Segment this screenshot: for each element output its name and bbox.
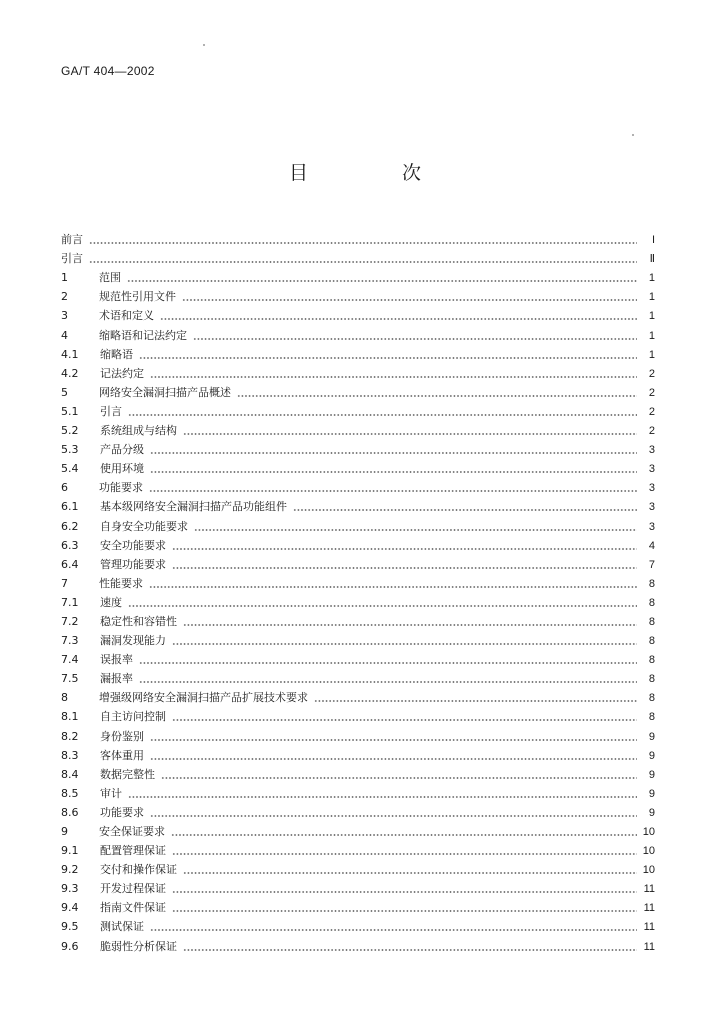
toc-entry-label: 误报率 [100,653,133,667]
toc-entry[interactable] [61,648,655,667]
toc-entry-number: 8.3 [61,748,79,762]
toc-entry[interactable] [61,724,655,743]
toc-entry-page: 9 [648,768,655,781]
toc-entry-label: 交付和操作保证 [100,863,177,877]
toc-entry-page: 10 [642,826,655,838]
toc-entry[interactable] [61,419,655,438]
toc-entry-page: 8 [648,596,655,609]
toc-entry-page: 1 [648,291,655,304]
toc-entry-label: 引言 [61,252,83,266]
toc-entry[interactable] [61,362,655,381]
toc-entry-page: 11 [643,883,655,896]
toc-entry[interactable] [61,381,655,400]
toc-entry-label: 产品分级 [100,443,144,457]
toc-entry[interactable] [61,763,655,782]
toc-entry[interactable] [61,514,655,533]
toc-entry-label: 稳定性和容错性 [100,614,177,628]
toc-entry-label: 自主访问控制 [100,710,166,724]
toc-entry[interactable] [61,744,655,763]
toc-entry-page: 3 [648,444,655,457]
toc-entry-number: 9.6 [61,939,79,953]
toc-entry-number: 5.1 [61,404,79,418]
toc-entry-label: 引言 [100,404,122,418]
toc-entry-number: 8.1 [61,710,79,724]
toc-entry-label: 范围 [99,271,121,285]
dot-leader [182,299,637,301]
dot-leader [183,872,637,874]
toc-entry-page: 9 [648,806,655,819]
toc-entry[interactable] [61,400,655,419]
toc-title: 目 次 [288,162,466,184]
toc-entry[interactable] [61,667,655,686]
toc-entry[interactable] [61,266,655,285]
toc-entry-number: 8.5 [61,786,79,800]
toc-entry-label: 数据完整性 [100,767,155,781]
toc-entry-page: 8 [648,673,655,686]
toc-entry[interactable] [61,877,655,896]
toc-entry-page: 3 [648,463,655,476]
toc-entry-label: 配置管理保证 [100,844,166,858]
dot-leader [149,490,637,492]
toc-entry-number: 6.1 [61,500,79,514]
toc-entry-page: 1 [648,310,655,323]
toc-entry-number: 4.2 [61,366,79,380]
toc-entry-number: 9.5 [61,920,79,934]
toc-entry-number: 1 [61,271,68,285]
toc-entry-label: 身份鉴别 [100,729,144,743]
toc-entry-page: 9 [648,730,655,743]
toc-entry-label: 系统组成与结构 [100,424,177,438]
toc-entry-page: 1 [648,272,655,285]
toc-entry[interactable] [61,858,655,877]
dot-leader [150,471,637,473]
toc-entry[interactable] [61,438,655,457]
toc-entry-number: 9.2 [61,863,79,877]
toc-entry-page: Ⅱ [649,253,655,266]
toc-entry-label: 记法约定 [100,366,144,380]
toc-entry-label: 功能要求 [100,805,144,819]
toc-entry-number: 7.1 [61,595,79,609]
dot-leader [150,739,637,741]
toc-entry[interactable] [61,610,655,629]
toc-entry-page: 4 [648,539,655,552]
toc-entry-page: 8 [648,692,655,705]
toc-entry-number: 8.2 [61,729,79,743]
toc-entry[interactable] [61,686,655,705]
toc-entry[interactable] [61,228,655,247]
toc-entry-label: 指南文件保证 [100,901,166,915]
toc-entry-label: 自身安全功能要求 [100,519,188,533]
dot-leader [171,834,637,836]
dot-leader [150,758,637,760]
toc-entry-label: 规范性引用文件 [99,290,176,304]
toc-entry[interactable] [61,782,655,801]
dot-leader [193,338,637,340]
dot-leader [128,414,637,416]
toc-entry[interactable] [61,705,655,724]
toc-entry-number: 6 [61,481,68,495]
toc-entry-page: 11 [643,940,655,953]
dot-leader [127,280,637,282]
toc-entry[interactable] [61,820,655,839]
toc-entry-label: 功能要求 [99,481,143,495]
toc-entry-number: 4 [61,328,68,342]
toc-entry[interactable] [61,572,655,591]
toc-entry-label: 客体重用 [100,748,144,762]
toc-entry-page: 3 [648,520,655,533]
toc-entry-number: 7.4 [61,653,79,667]
toc-entry-label: 增强级网络安全漏洞扫描产品扩展技术要求 [99,691,308,705]
standard-id: GA/T 404—2002 [61,64,155,78]
dot-leader [172,643,637,645]
dot-leader [139,681,637,683]
toc-entry-number: 2 [61,290,68,304]
toc-entry-number: 7.5 [61,672,79,686]
toc-entry-number: 5.2 [61,424,79,438]
dot-leader [314,700,637,702]
toc-entry[interactable] [61,534,655,553]
toc-entry-page: 8 [648,635,655,648]
dot-leader [161,777,637,779]
toc-entry-number: 4.1 [61,347,79,361]
toc-entry-page: 9 [648,749,655,762]
dot-leader [150,815,637,817]
toc-entry[interactable] [61,553,655,572]
toc-entry[interactable] [61,591,655,610]
toc-entry-number: 5.4 [61,462,79,476]
dot-leader [172,567,637,569]
toc-entry-page: 2 [648,425,655,438]
scan-speck [632,134,634,136]
dot-leader [172,910,637,912]
toc-entry-page: 8 [648,711,655,724]
toc-entry[interactable] [61,915,655,934]
toc-entry-label: 脆弱性分析保证 [100,939,177,953]
toc-entry-number: 7.2 [61,614,79,628]
toc-entry[interactable] [61,839,655,858]
table-of-contents [61,228,655,954]
toc-entry-label: 审计 [100,786,122,800]
toc-entry-page: 9 [648,787,655,800]
toc-entry[interactable] [61,629,655,648]
toc-entry-label: 缩略语和记法约定 [99,328,187,342]
dot-leader [150,376,637,378]
dot-leader [139,662,637,664]
toc-entry-number: 6.4 [61,557,79,571]
dot-leader [172,853,637,855]
toc-entry-number: 7 [61,576,68,590]
toc-entry-page: 3 [648,501,655,514]
toc-entry-label: 开发过程保证 [100,882,166,896]
toc-entry[interactable] [61,934,655,953]
toc-entry[interactable] [61,896,655,915]
toc-entry-number: 9 [61,825,68,838]
toc-entry-number: 9.3 [61,882,79,896]
dot-leader [183,949,637,951]
toc-entry-number: 3 [61,309,68,323]
toc-entry[interactable] [61,343,655,362]
toc-entry-label: 网络安全漏洞扫描产品概述 [99,385,231,399]
dot-leader [293,509,637,511]
dot-leader [172,891,637,893]
toc-entry[interactable] [61,801,655,820]
toc-entry-label: 安全保证要求 [99,825,165,838]
toc-entry-page: 10 [642,864,655,877]
toc-entry-number: 9.1 [61,844,79,858]
dot-leader [194,529,637,531]
dot-leader [128,605,637,607]
toc-entry-number: 5 [61,385,68,399]
toc-entry-page: 3 [648,482,655,495]
toc-entry-page: 11 [643,921,655,934]
dot-leader [183,624,637,626]
toc-entry-label: 漏洞发现能力 [100,634,166,648]
toc-entry-label: 测试保证 [100,920,144,934]
toc-entry-number: 7.3 [61,634,79,648]
toc-entry-page: 8 [648,577,655,590]
toc-entry[interactable] [61,285,655,304]
toc-entry-label: 使用环境 [100,462,144,476]
toc-entry-label: 管理功能要求 [100,557,166,571]
toc-entry[interactable] [61,323,655,342]
toc-entry-number: 8.6 [61,805,79,819]
toc-entry-label: 基本级网络安全漏洞扫描产品功能组件 [100,500,287,514]
dot-leader [172,548,637,550]
toc-entry-label: 前言 [61,233,83,247]
toc-entry-number: 9.4 [61,901,79,915]
toc-entry-page: 2 [648,367,655,380]
dot-leader [172,719,637,721]
dot-leader [237,395,637,397]
toc-entry-page: 8 [648,615,655,628]
toc-entry[interactable] [61,476,655,495]
toc-entry-page: 1 [648,348,655,361]
toc-entry-page: 10 [642,845,655,858]
dot-leader [149,586,637,588]
toc-entry-label: 安全功能要求 [100,538,166,552]
toc-entry[interactable] [61,304,655,323]
toc-entry-label: 术语和定义 [99,309,154,323]
toc-entry-number: 6.2 [61,519,79,533]
toc-entry-label: 漏报率 [100,672,133,686]
toc-entry-page: 8 [648,654,655,667]
dot-leader [89,261,637,263]
toc-entry-label: 缩略语 [100,347,133,361]
toc-entry-page: 1 [648,329,655,342]
toc-entry-number: 5.3 [61,443,79,457]
toc-entry-page: 11 [643,902,655,915]
toc-entry[interactable] [61,495,655,514]
toc-entry-number: 8.4 [61,767,79,781]
toc-entry-page: I [651,234,655,247]
toc-entry-page: 7 [648,558,655,571]
toc-entry-label: 速度 [100,595,122,609]
scan-speck [203,44,205,46]
toc-entry[interactable] [61,247,655,266]
dot-leader [150,929,637,931]
toc-entry[interactable] [61,457,655,476]
toc-entry-page: 2 [648,386,655,399]
dot-leader [89,242,637,244]
toc-entry-number: 6.3 [61,538,79,552]
toc-entry-label: 性能要求 [99,576,143,590]
dot-leader [150,452,637,454]
dot-leader [128,796,637,798]
toc-entry-number: 8 [61,691,68,705]
toc-entry-page: 2 [648,405,655,418]
dot-leader [139,357,637,359]
dot-leader [160,318,637,320]
dot-leader [183,433,637,435]
